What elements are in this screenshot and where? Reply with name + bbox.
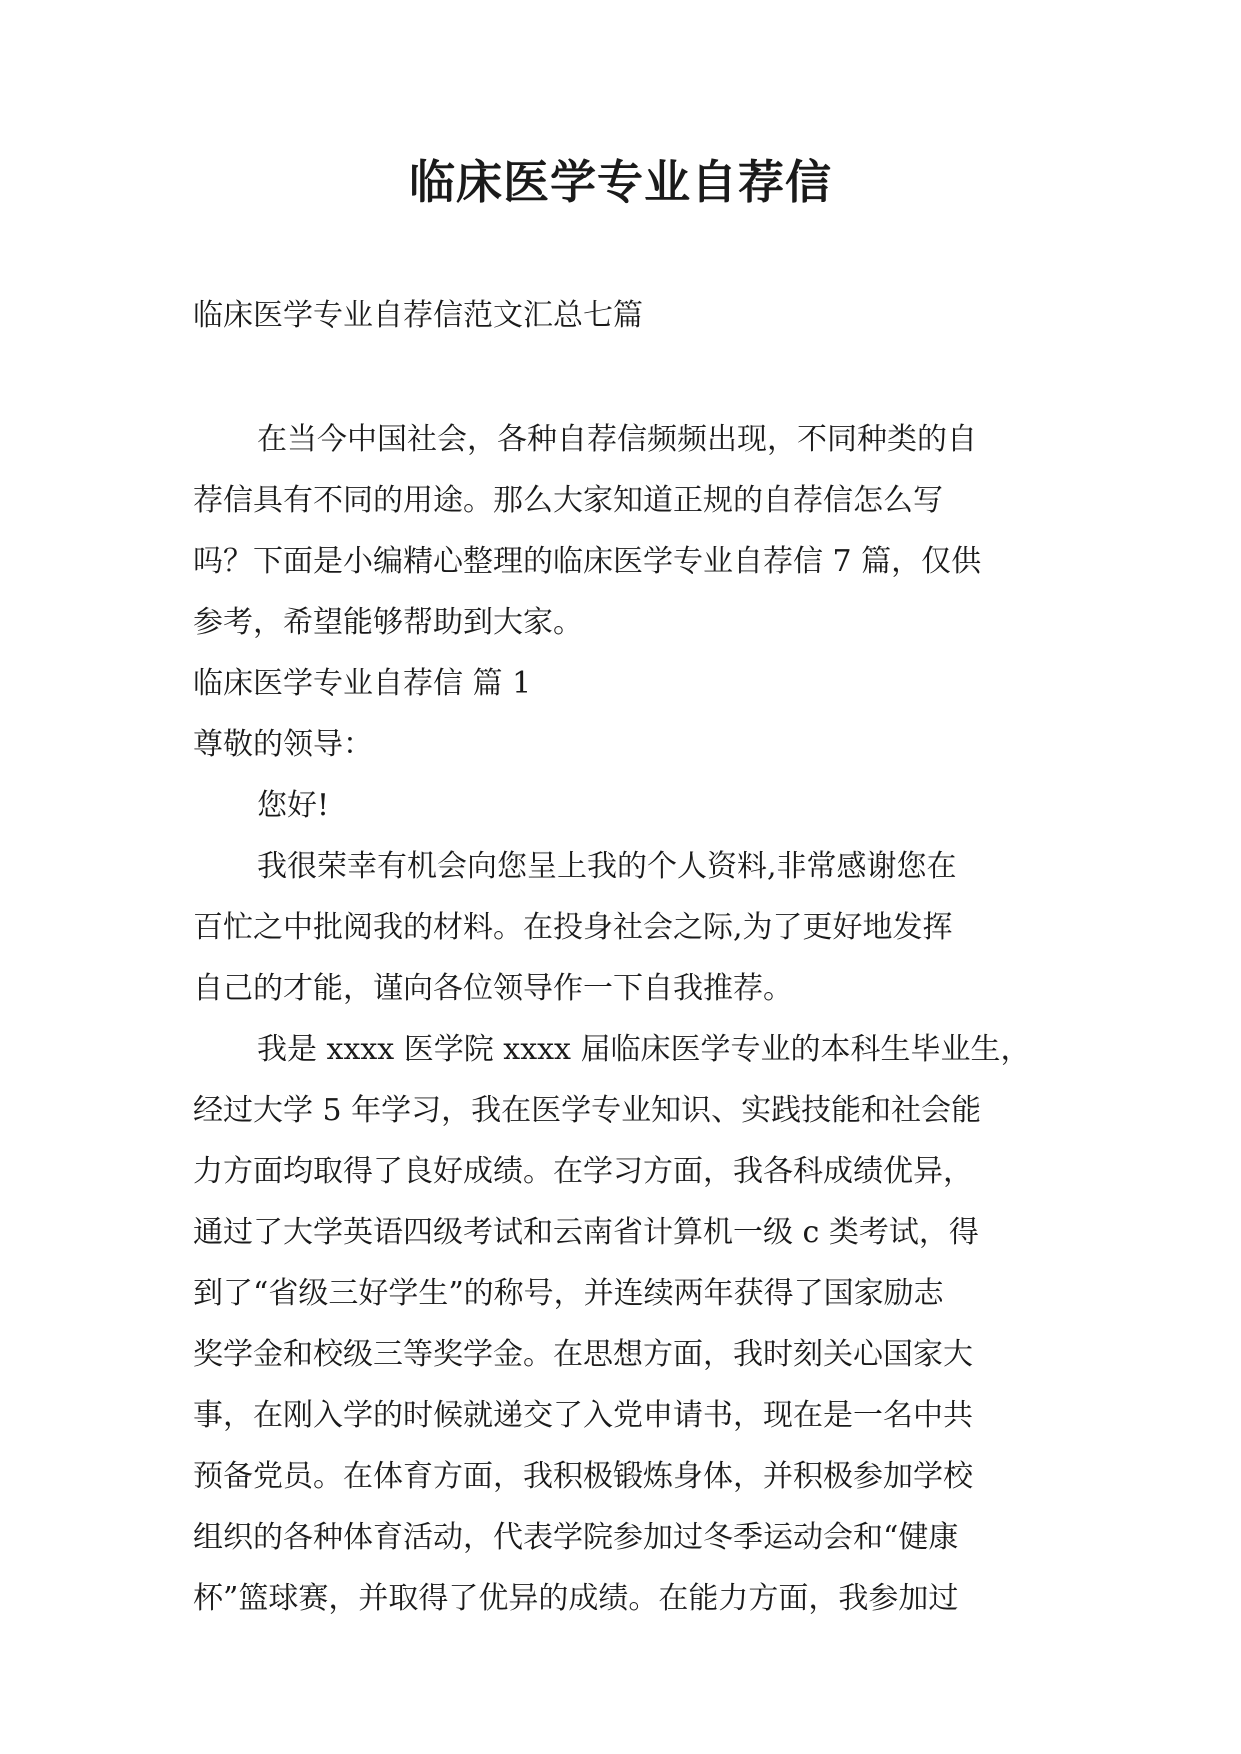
text-line: 参考，希望能够帮助到大家。 [193,605,583,640]
text-line: 组织的各种体育活动，代表学院参加过冬季运动会和“健康 [193,1520,959,1555]
text-line: 临床医学专业自荐信 篇 1 [193,666,532,701]
text-line: 预备党员。在体育方面，我积极锻炼身体，并积极参加学校 [193,1459,973,1494]
text-line: 吗？下面是小编精心整理的临床医学专业自荐信 7 篇，仅供 [193,544,982,579]
text-line: 通过了大学英语四级考试和云南省计算机一级 c 类考试，得 [193,1215,979,1250]
text-line: 事，在刚入学的时候就递交了入党申请书，现在是一名中共 [193,1398,973,1433]
text-line: 自己的才能，谨向各位领导作一下自我推荐。 [193,971,793,1006]
text-line: 我是 xxxx 医学院 xxxx 届临床医学专业的本科生毕业生， [257,1032,1031,1067]
text-line: 百忙之中批阅我的材料。在投身社会之际,为了更好地发挥 [193,910,953,945]
document-title: 临床医学专业自荐信 [409,155,832,209]
document-body [193,409,1063,1629]
text-line: 荐信具有不同的用途。那么大家知道正规的自荐信怎么写 [193,483,943,518]
text-line: 力方面均取得了良好成绩。在学习方面，我各科成绩优异， [193,1154,973,1189]
text-line: 到了“省级三好学生”的称号，并连续两年获得了国家励志 [193,1276,944,1311]
document-subtitle: 临床医学专业自荐信范文汇总七篇 [193,298,643,333]
text-line: 经过大学 5 年学习，我在医学专业知识、实践技能和社会能 [193,1093,982,1128]
text-line: 尊敬的领导： [193,727,373,762]
text-line: 杯”篮球赛，并取得了优异的成绩。在能力方面，我参加过 [193,1581,959,1616]
text-line: 您好! [257,788,330,823]
text-line: 我很荣幸有机会向您呈上我的个人资料,非常感谢您在 [257,849,957,884]
text-line: 在当今中国社会，各种自荐信频频出现，不同种类的自 [257,422,977,457]
text-line: 奖学金和校级三等奖学金。在思想方面，我时刻关心国家大 [193,1337,973,1372]
